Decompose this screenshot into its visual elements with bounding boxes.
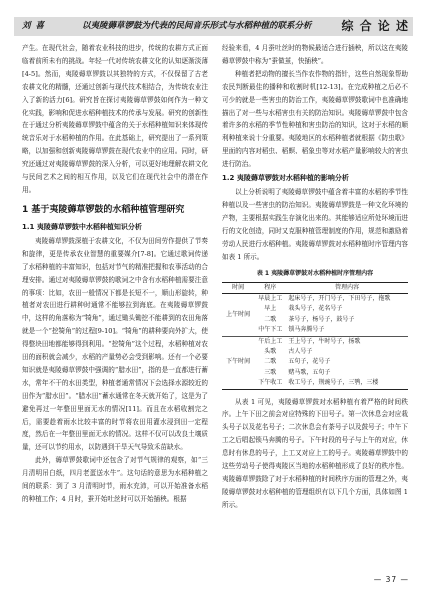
subsection-heading-1-1: 1.1 夷陵薅草锣鼓中水稻种植知识分析 [22, 222, 142, 231]
period-afternoon: 下午时间 [222, 336, 254, 389]
table-cell-content: 五句子，花号子 [288, 358, 331, 366]
paragraph-silkworm: 经验来看，4 月蚕吐丝时的物候最适合进行插秧，所以这在夷陵薅草锣鼓中称为“蚕做茧，快插秧”。 [222, 44, 408, 65]
table-cell-content: 栽头号子，花名号子 [288, 305, 343, 313]
table-cell-procedure: 二歌 [264, 315, 277, 323]
subsection-heading-1-2: 1.2 夷陵薅草锣鼓对水稻种植的影响分析 [222, 174, 349, 183]
right-column [222, 42, 408, 512]
left-column [22, 42, 208, 506]
header-section-label: 综 合 论 述 [341, 19, 409, 33]
schedule-table [222, 282, 408, 390]
table-cell-procedure: 午后上工 [254, 336, 286, 347]
table-cell-content: 古人号子 [288, 347, 313, 355]
period-morning: 上午时间 [226, 310, 251, 318]
table-header-row [222, 282, 408, 293]
table-row [222, 293, 408, 304]
table-row [222, 336, 408, 347]
paragraph-solar-terms: 此外，薅草锣鼓歌词中还包含了对节气规律的观察，如“三月清明吊白纸，四月老蛋送水牛”。这句话的意思为水稻种植之间的联系：到了 3 月清明时节，雨水充沛，可以开始准备水稻的种植工作；4 月时，蚕开始吐丝时可以开始插秧。根据 [22, 456, 208, 503]
table-cell-content: 收工号子，荆豌号子，三鹗，三楼 [288, 379, 379, 387]
paragraph-pest-control: 种植者把动物的擅长当作农作物的指针，这些自然现象帮助农民判断最佳的播种和收割时机[12-13]。在完成种植之后必不可少的就是一些害虫的防治工作，夷陵薅草锣鼓歌词中也准确地描出了对一些与水稻害虫有关的防治知识。夷陵薅草锣鼓中包含着许多的水稻的季节性种植和害虫防治的知识，这对于水稻的顺利种植来说十分重要。夷陵地区的水稻种植者就根据《防虫歌》里面的内容对稻虫、稻螟、稻象虫等对水稻产量影响较大的害虫进行防治。 [222, 69, 408, 169]
table-cell-procedure: 早上 [264, 305, 277, 313]
table-cell-content: 茶号子，杨号子，鼓号子 [288, 315, 355, 323]
paragraph-table-discussion: 从表 1 可见，夷陵薅草锣鼓对水稻种植有着严格的时间秩序。上午下田之前会对应特殊的下田号子。第一次休息会对应栽头号子以及花名号子；二次休息会有茶号子以及鼓号子；中午下工之后唱起锁马奔腾的号子。下午时段的号子与上午的对应，休息时有休息的号子，上工又对应上工的号子。夷陵薅草锣鼓中的这些劳动号子使得夷陵区当地的水稻种植形成了良好的秩序性。夷陵薅草锣鼓除了对于水稻种植的时间秩序方面的管理之外，夷陵薅草锣鼓对水稻种植的管理组织有以下几个方面，具体如图 1 所示。 [222, 397, 408, 509]
header-author: 刘 喜 [22, 21, 45, 31]
page-number: — 37 — [373, 575, 409, 584]
section-heading-1: 1 基于夷陵薅草锣鼓的水稻种植管理研究 [22, 204, 185, 215]
table-header-time: 时间 [222, 282, 254, 293]
table-cell-procedure: 二歌 [264, 358, 277, 366]
table-cell-content: 锁马奔腾号子 [288, 326, 325, 334]
paragraph-influence: 以上分析说明了夷陵薅草锣鼓中蕴含着丰富的水稻的季节性种植以及一些害虫的防治知识。夷陵薅草锣鼓是一种文化环境的产物，主要根据实践生存演化出来的。其能够适应所处环境而进行的文化创造，同时又克服种植管理制度的作用，规范和激励着劳动人民进行水稻种植。夷陵薅草锣鼓对水稻种植时序管理内容如表 1 所示。 [222, 188, 408, 261]
table-header-procedure: 程序 [254, 282, 286, 293]
table-header-content: 管理内容 [286, 282, 408, 293]
table-cell-procedure: 下午收工 [258, 379, 283, 387]
table-cell-content: 王上号子，牛时号子，扬歌 [286, 336, 408, 347]
intro-paragraph: 产生。在现代社会，随着农业科技的进步，传统的农耕方式正面临着前所未有的挑战。年轻一代对传统农耕文化的认知逐渐淡薄[4-5]。然而，夷陵薅草锣鼓以其独特的方式，不仅保留了古老农耕文化的精髓，还通过创新与现代技术相结合，为传统农业注入了新的活力[6]。研究旨在探讨夷陵薅草锣鼓如何作为一种文化实践，影响和促进水稻种植技术的传承与发展。研究的创新性在于通过分析夷陵薅草锣鼓中蕴含的关于水稻种植知识来体现传统音乐对于水稻种植的作用。在此基础上，研究提出了一系列策略，以加强和创新夷陵薅草锣鼓在现代农业中的应用。同时，研究还通过对夷陵薅草锣鼓的深入分析，可以更好地理解农耕文化与民间艺术之间的相互作用，以及它们在现代社会中的潜在作用。 [22, 44, 208, 194]
header-article-title: 以夷陵薅草锣鼓为代表的民间音乐形式与水稻种植的联系分析 [82, 21, 312, 31]
table-cell-procedure: 头歌 [264, 347, 277, 355]
table-caption: 表 1 夷陵薅草锣鼓对水稻种植时序管理内容 [256, 269, 374, 277]
table-cell-content: 赌马歌，五句子 [288, 368, 331, 376]
table-cell-content: 起床号子，开门号子，下田号子，拖歌 [288, 294, 391, 302]
table-cell-procedure: 早晨上工 [258, 294, 283, 302]
paragraph-knowledge: 夷陵薅草锣鼓深植于农耕文化，不仅为田间劳作提供了节奏和旋律，更是传承农业智慧的重要媒介[7-8]。它通过歌词传递了水稻种植的丰富知识，包括对节气的精准把握和农事活动的合理安排。通过对夷陵薅草锣鼓的歌词之中含有水稻种植需要注意的事项：比如，农田一般情况下都是长短不一，顺山形旋转，种植者对农田进行耕种时通常不能够拉到海底。在夷陵薅草锣鼓中，这样的角落称为“犄角”，通过锄头锄挖不能耕到的农田角落就是一个“挖犄角”的过程[9-10]。“犄角”的耕种要向外扩大，使得整块田地都能够得到利用。“挖犄角”这个过程，水稻种植对农田的面积就会减少，水稻的产量势必会受到影响。还有一个必要知识就是夷陵薅草锣鼓中强调的“腊水田”，指的是一直都进行蓄水，常年不干的水田类型，种植者通常情况下会选择水源较近的田作为“腊水田”。“腊水田”蓄水通常在冬天就开始了，这是为了避免再过一年整田里面无水的情况[11]。而且在水稻收割完之后，需要趁着雨水比较丰富的时节将农田用灌水浸到田一定程度，然后在一年整田里面无水的情况。这样不仅可以改良土壤质量，还可以节约用水，以防遇到干旱天气导致禾苗缺水。 [22, 236, 208, 452]
table-cell-procedure: 中午下工 [258, 326, 283, 334]
table-cell-procedure: 三歌 [264, 368, 277, 376]
